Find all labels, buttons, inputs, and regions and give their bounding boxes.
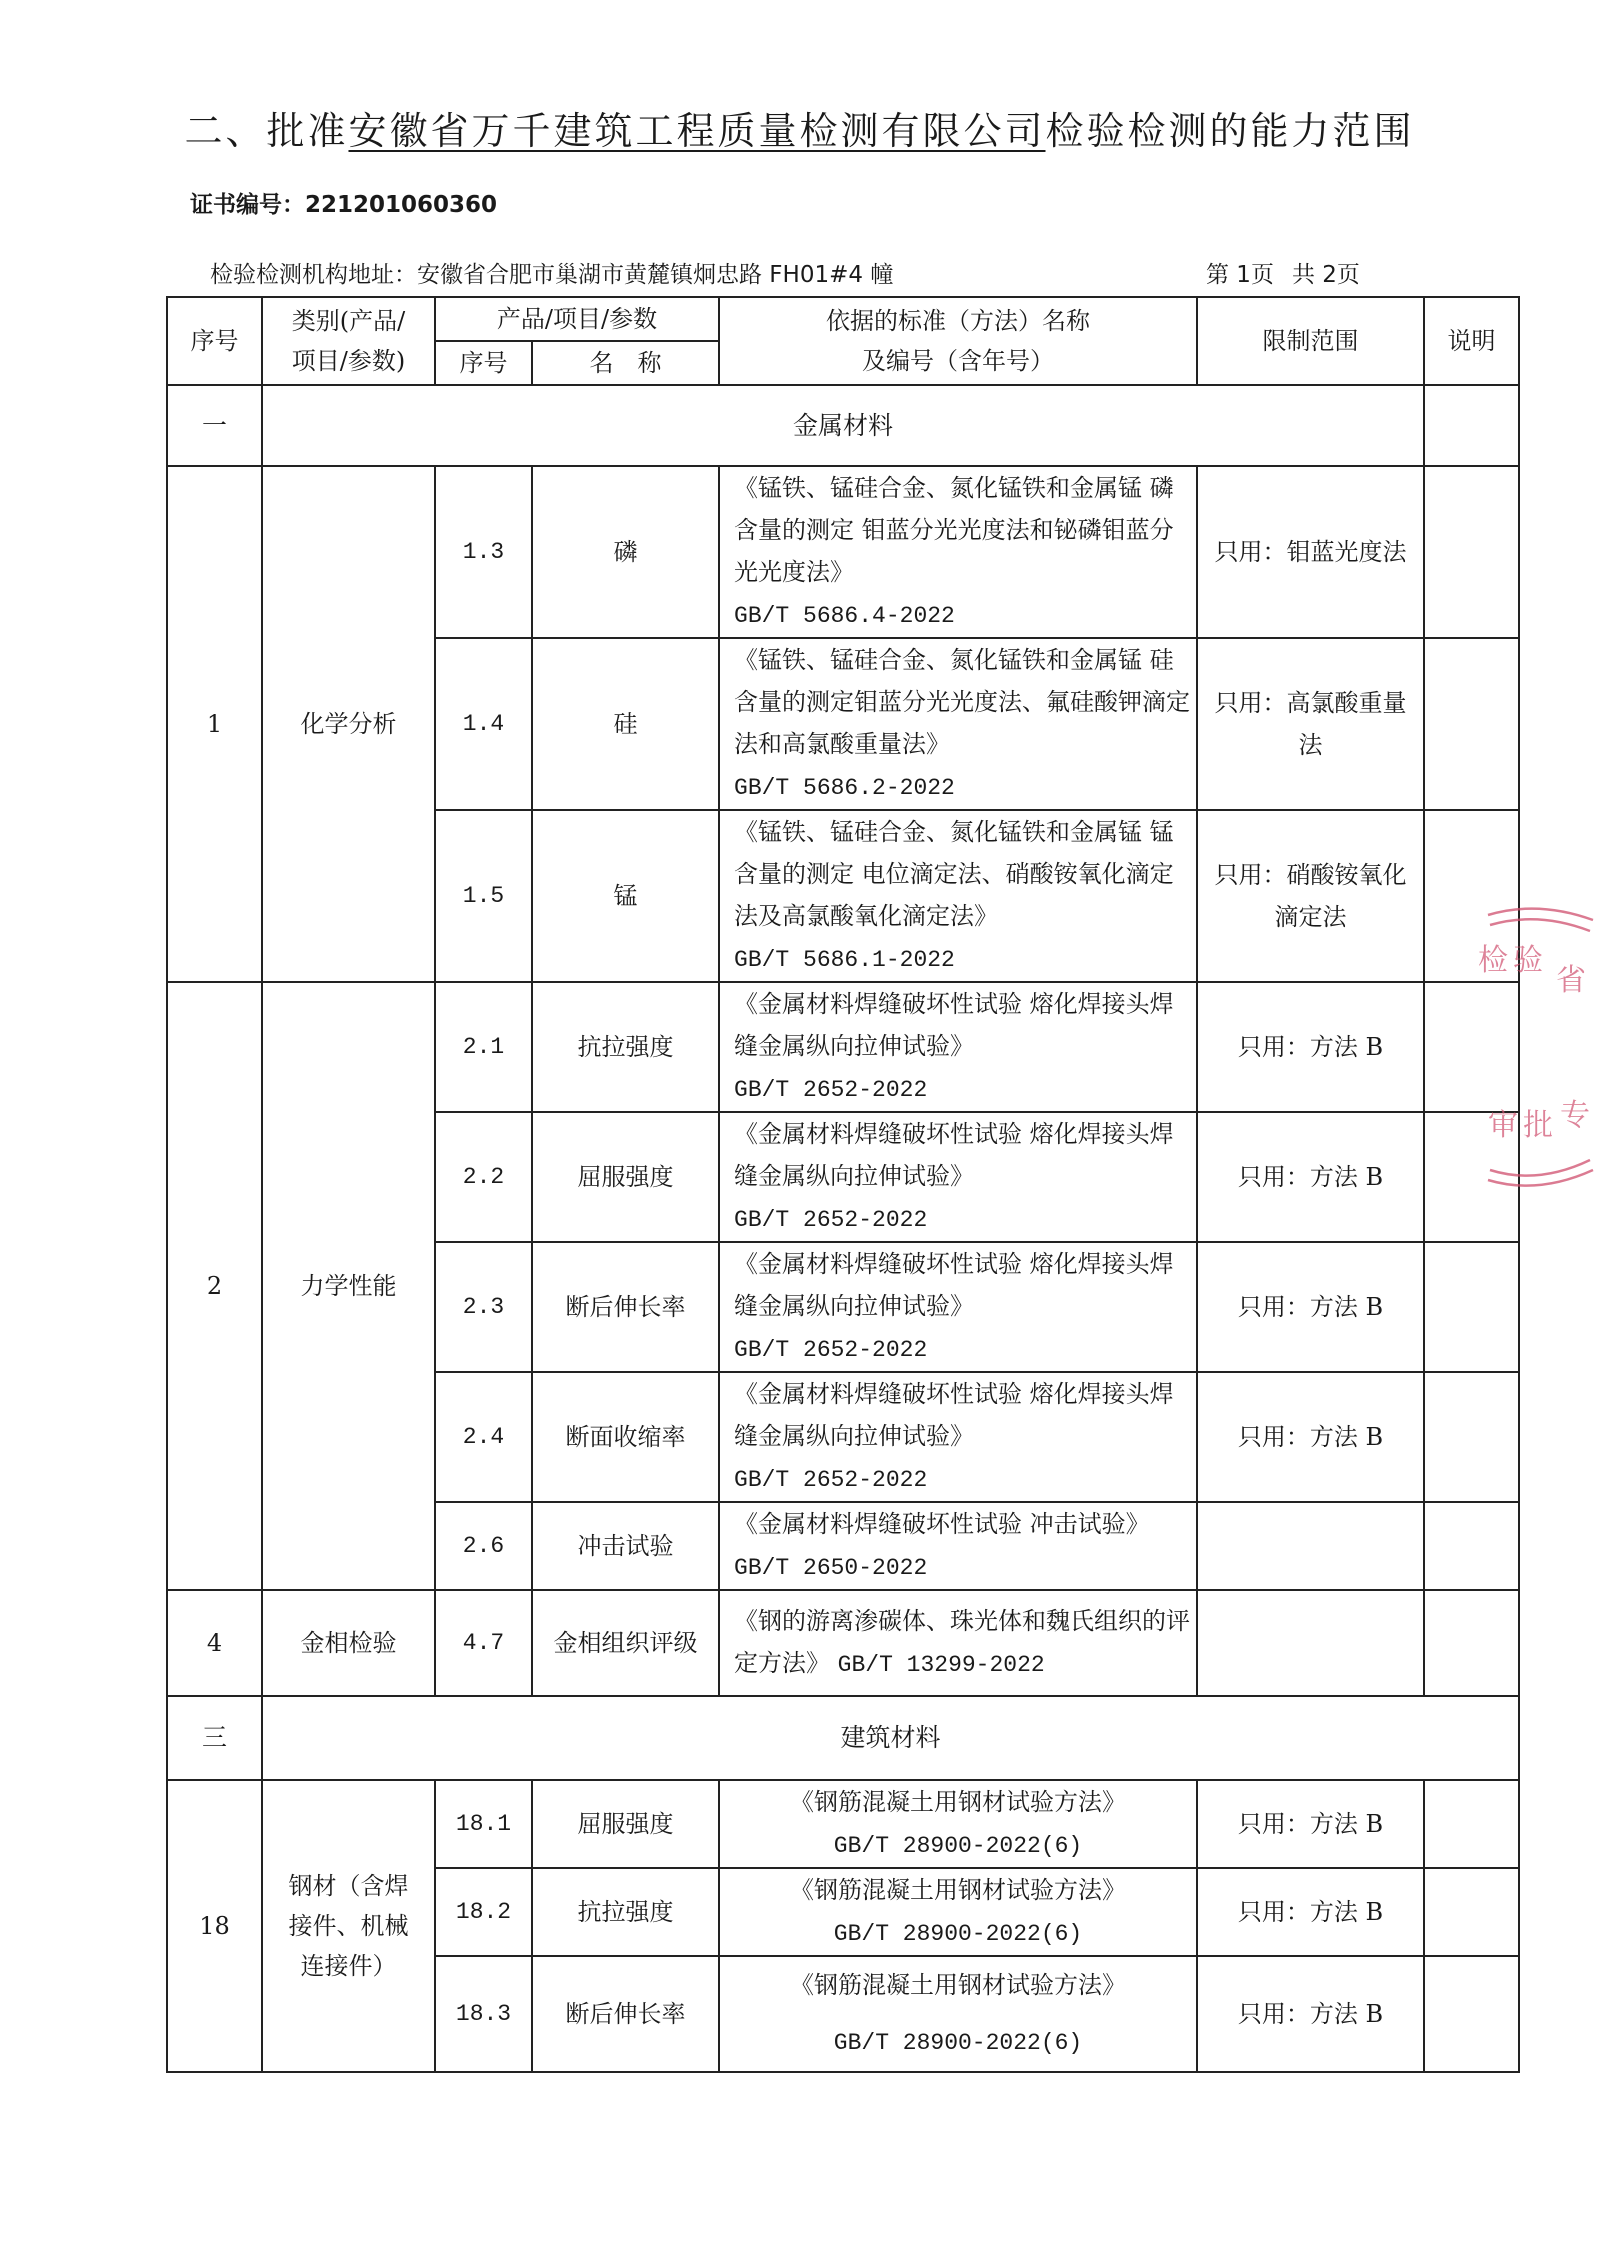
- page-indicator: [1206, 256, 1378, 289]
- group-seq: 18: [167, 1780, 262, 2072]
- item-name: 屈服强度: [532, 1780, 719, 1868]
- item-note: [1424, 1868, 1519, 1956]
- standard-code: GB/T 5686.4-2022: [734, 603, 955, 629]
- svg-text:专: 专: [1560, 1098, 1590, 1133]
- item-name: 硅: [532, 638, 719, 810]
- item-standard: [719, 1242, 1197, 1372]
- item-name: 冲击试验: [532, 1502, 719, 1590]
- item-note: [1424, 638, 1519, 810]
- standard-code: GB/T 5686.2-2022: [734, 775, 955, 801]
- table-row: [167, 1590, 1519, 1696]
- item-limit: 只用：方法 B: [1197, 1372, 1424, 1502]
- header-row: [167, 297, 1519, 341]
- col-product-group: 产品/项目/参数: [435, 297, 719, 341]
- item-note: [1424, 1112, 1519, 1242]
- standard-title: 《金属材料焊缝破坏性试验 熔化焊接头焊缝金属纵向拉伸试验》: [734, 1250, 1174, 1320]
- standard-code: GB/T 5686.1-2022: [734, 947, 955, 973]
- svg-text:验: 验: [1513, 943, 1543, 978]
- item-standard: [719, 466, 1197, 638]
- section-note: [1424, 385, 1519, 466]
- group-category: 钢材（含焊 接件、机械 连接件）: [262, 1780, 435, 2072]
- table-row: [167, 1780, 1519, 1868]
- item-note: [1424, 982, 1519, 1112]
- col-sub-seq: 序号: [435, 341, 532, 385]
- col-sub-name: 名 称: [532, 341, 719, 385]
- col-limit: 限制范围: [1197, 297, 1424, 385]
- item-limit: [1197, 1502, 1424, 1590]
- standard-code: GB/T 2652-2022: [734, 1467, 928, 1493]
- item-note: [1424, 466, 1519, 638]
- standard-title: 《钢筋混凝土用钢材试验方法》: [790, 1971, 1127, 1999]
- item-seq: 18.2: [435, 1868, 532, 1956]
- standard-title: 《锰铁、锰硅合金、氮化锰铁和金属锰 锰含量的测定 电位滴定法、硝酸铵氧化滴定法及高氯酸氧化滴定法》: [734, 818, 1174, 930]
- item-name: 磷: [532, 466, 719, 638]
- item-standard: [719, 1780, 1197, 1868]
- item-seq: 2.2: [435, 1112, 532, 1242]
- item-limit: 只用：方法 B: [1197, 1112, 1424, 1242]
- standard-code: GB/T 2652-2022: [734, 1077, 928, 1103]
- standard-title: 《金属材料焊缝破坏性试验 冲击试验》: [734, 1510, 1150, 1538]
- item-standard: [719, 638, 1197, 810]
- standard-title: 《金属材料焊缝破坏性试验 熔化焊接头焊缝金属纵向拉伸试验》: [734, 1380, 1174, 1450]
- item-seq: 18.3: [435, 1956, 532, 2072]
- item-limit: 只用：高氯酸重量法: [1197, 638, 1424, 810]
- institution-address: [210, 256, 893, 289]
- group-seq: 2: [167, 982, 262, 1590]
- item-limit: [1197, 1590, 1424, 1696]
- item-limit: 只用：钼蓝光度法: [1197, 466, 1424, 638]
- item-seq: 2.4: [435, 1372, 532, 1502]
- col-category: 类别(产品/ 项目/参数): [262, 297, 435, 385]
- standard-title: 《钢筋混凝土用钢材试验方法》: [790, 1876, 1127, 1904]
- certificate-label: 证书编号：: [190, 192, 305, 218]
- item-standard: [719, 982, 1197, 1112]
- item-note: [1424, 1502, 1519, 1590]
- svg-text:审: 审: [1488, 1108, 1518, 1143]
- item-limit: 只用：方法 B: [1197, 1242, 1424, 1372]
- item-standard: [719, 1502, 1197, 1590]
- group-category: 力学性能: [262, 982, 435, 1590]
- standard-code: GB/T 28900-2022(6): [833, 1921, 1083, 1947]
- group-category: 金相检验: [262, 1590, 435, 1696]
- item-note: [1424, 1372, 1519, 1502]
- standard-code: GB/T 13299-2022: [837, 1652, 1045, 1678]
- standard-title: 《金属材料焊缝破坏性试验 熔化焊接头焊缝金属纵向拉伸试验》: [734, 990, 1174, 1060]
- item-standard: [719, 1868, 1197, 1956]
- item-seq: 1.3: [435, 466, 532, 638]
- item-name: 断面收缩率: [532, 1372, 719, 1502]
- item-limit: 只用：硝酸铵氧化滴定法: [1197, 810, 1424, 982]
- col-seq: 序号: [167, 297, 262, 385]
- item-seq: 2.6: [435, 1502, 532, 1590]
- section-row: [167, 385, 1519, 466]
- item-standard: [719, 1372, 1197, 1502]
- certificate-value: 221201060360: [305, 192, 498, 218]
- item-note: [1424, 810, 1519, 982]
- standard-title: 《钢的游离渗碳体、珠光体和魏氏组织的评定方法》: [734, 1607, 1191, 1677]
- item-seq: 4.7: [435, 1590, 532, 1696]
- item-standard: [719, 1112, 1197, 1242]
- item-name: 断后伸长率: [532, 1242, 719, 1372]
- item-limit: 只用：方法 B: [1197, 1956, 1424, 2072]
- item-limit: 只用：方法 B: [1197, 1868, 1424, 1956]
- table-row: [167, 982, 1519, 1112]
- item-standard: [719, 810, 1197, 982]
- standard-code: GB/T 2652-2022: [734, 1337, 928, 1363]
- item-note: [1424, 1590, 1519, 1696]
- table-row: [167, 466, 1519, 638]
- section-seq: 三: [167, 1696, 262, 1780]
- item-seq: 1.5: [435, 810, 532, 982]
- standard-code: GB/T 2652-2022: [734, 1207, 928, 1233]
- standard-title: 《金属材料焊缝破坏性试验 熔化焊接头焊缝金属纵向拉伸试验》: [734, 1120, 1174, 1190]
- item-name: 断后伸长率: [532, 1956, 719, 2072]
- title-suffix: 检验检测的能力范围: [1045, 109, 1415, 153]
- standard-code: GB/T 28900-2022(6): [833, 2030, 1083, 2056]
- item-seq: 2.1: [435, 982, 532, 1112]
- item-name: 抗拉强度: [532, 1868, 719, 1956]
- address-value: 安徽省合肥市巢湖市黄麓镇炯忠路 FH01#4 幢: [417, 262, 894, 288]
- item-seq: 2.3: [435, 1242, 532, 1372]
- address-label: 检验检测机构地址：: [210, 262, 417, 288]
- certificate-number: [190, 186, 497, 219]
- item-name: 金相组织评级: [532, 1590, 719, 1696]
- group-seq: 4: [167, 1590, 262, 1696]
- title-prefix: 二、批准: [184, 109, 349, 153]
- item-seq: 1.4: [435, 638, 532, 810]
- col-note: 说明: [1424, 297, 1519, 385]
- standard-title: 《锰铁、锰硅合金、氮化锰铁和金属锰 磷含量的测定 钼蓝分光光度法和铋磷钼蓝分光光度法》: [734, 474, 1174, 586]
- group-seq: 1: [167, 466, 262, 982]
- item-limit: 只用：方法 B: [1197, 982, 1424, 1112]
- svg-text:省: 省: [1556, 963, 1586, 998]
- company-name: 安徽省万千建筑工程质量检测有限公司: [348, 109, 1046, 153]
- svg-text:检: 检: [1478, 943, 1508, 978]
- item-limit: 只用：方法 B: [1197, 1780, 1424, 1868]
- standard-title: 《钢筋混凝土用钢材试验方法》: [790, 1788, 1127, 1816]
- group-category: 化学分析: [262, 466, 435, 982]
- standard-code: GB/T 28900-2022(6): [833, 1833, 1083, 1859]
- scope-table: [166, 296, 1520, 2073]
- item-standard: [719, 1590, 1197, 1696]
- section-seq: 一: [167, 385, 262, 466]
- item-seq: 18.1: [435, 1780, 532, 1868]
- item-name: 抗拉强度: [532, 982, 719, 1112]
- section-row: [167, 1696, 1519, 1780]
- page-title: [0, 100, 1599, 155]
- standard-code: GB/T 2650-2022: [734, 1555, 928, 1581]
- item-standard: [719, 1956, 1197, 2072]
- page-current: 第 1页: [1206, 262, 1274, 288]
- item-name: 屈服强度: [532, 1112, 719, 1242]
- page-total: 共 2页: [1291, 262, 1360, 288]
- item-note: [1424, 1242, 1519, 1372]
- svg-text:批: 批: [1523, 1108, 1553, 1143]
- item-note: [1424, 1780, 1519, 1868]
- col-standard: 依据的标准（方法）名称 及编号（含年号）: [719, 297, 1197, 385]
- item-note: [1424, 1956, 1519, 2072]
- section-name: 建筑材料: [262, 1696, 1519, 1780]
- item-name: 锰: [532, 810, 719, 982]
- section-name: 金属材料: [262, 385, 1424, 466]
- standard-title: 《锰铁、锰硅合金、氮化锰铁和金属锰 硅含量的测定钼蓝分光光度法、氟硅酸钾滴定法和高氯酸重量法》: [734, 646, 1191, 758]
